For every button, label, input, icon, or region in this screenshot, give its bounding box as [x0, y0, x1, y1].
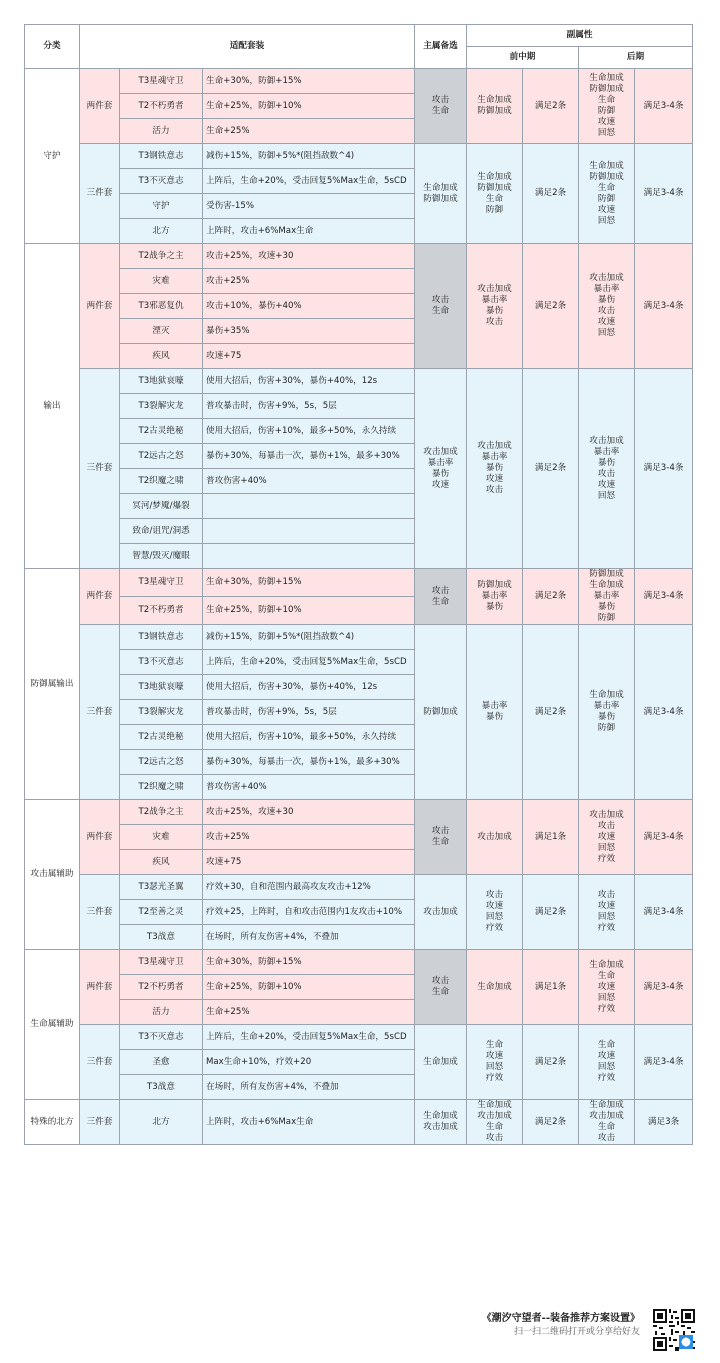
header-sub: 副属性 [467, 25, 693, 47]
set-effect-cell: 使用大招后，伤害+10%，最多+50%，永久持续 [203, 419, 415, 444]
set-type-cell: 三件套 [80, 1100, 120, 1145]
table-row [25, 1025, 693, 1050]
set-type-cell: 两件套 [80, 69, 120, 144]
early-req-cell: 满足1条 [523, 800, 579, 875]
set-name-cell: T3钢铁意志 [120, 144, 203, 169]
main-stat-cell: 攻击加成 暴击率 暴伤 攻速 [415, 369, 467, 569]
set-type-cell: 两件套 [80, 800, 120, 875]
set-name-cell: T2不朽勇者 [120, 597, 203, 625]
set-name-cell: T2古灵绝秘 [120, 419, 203, 444]
set-effect-cell: 攻速+75 [203, 850, 415, 875]
late-req-cell: 满足3-4条 [635, 1025, 693, 1100]
set-name-cell: T3钢铁意志 [120, 625, 203, 650]
main-stat-cell: 生命加成 防御加成 [415, 144, 467, 244]
late-sub-cell: 生命加成 防御加成 生命 防御 攻速 回怒 [579, 69, 635, 144]
early-sub-cell: 攻击 攻速 回怒 疗效 [467, 875, 523, 950]
set-effect-cell: 生命+25%，防御+10% [203, 94, 415, 119]
set-effect-cell: 生命+25%，防御+10% [203, 597, 415, 625]
set-effect-cell: 普攻暴击时，伤害+9%，5s，5层 [203, 394, 415, 419]
early-req-cell: 满足2条 [523, 875, 579, 950]
set-effect-cell: 普攻伤害+40% [203, 469, 415, 494]
early-sub-cell: 暴击率 暴伤 [467, 625, 523, 800]
set-name-cell: 冥河/梦魇/爆裂 [120, 494, 203, 519]
set-effect-cell [203, 544, 415, 569]
set-type-cell: 三件套 [80, 144, 120, 244]
set-effect-cell: 减伤+15%，防御+5%*(阻挡敌数^4) [203, 625, 415, 650]
set-effect-cell: Max生命+10%，疗效+20 [203, 1050, 415, 1075]
set-name-cell: T2织魔之啸 [120, 469, 203, 494]
set-effect-cell: 生命+25% [203, 119, 415, 144]
late-sub-cell: 攻击加成 暴击率 暴伤 攻击 攻速 回怒 [579, 369, 635, 569]
category-cell: 守护 [25, 69, 80, 244]
set-name-cell: 圣愈 [120, 1050, 203, 1075]
early-req-cell: 满足2条 [523, 69, 579, 144]
table-row [25, 369, 693, 394]
set-name-cell: T3地狱哀嚎 [120, 675, 203, 700]
set-effect-cell: 疗效+30，自和范围内最高攻友攻击+12% [203, 875, 415, 900]
qr-code-icon[interactable] [653, 1309, 695, 1351]
early-req-cell: 满足1条 [523, 950, 579, 1025]
main-stat-cell: 攻击加成 [415, 875, 467, 950]
set-type-cell: 三件套 [80, 369, 120, 569]
early-sub-cell: 攻击加成 [467, 800, 523, 875]
set-effect-cell: 暴伤+30%，每暴击一次，暴伤+1%，最多+30% [203, 444, 415, 469]
early-req-cell: 满足2条 [523, 1025, 579, 1100]
header-main: 主属备选 [415, 25, 467, 69]
main-stat-cell: 生命加成 [415, 1025, 467, 1100]
late-req-cell: 满足3-4条 [635, 144, 693, 244]
set-name-cell: T3星魂守卫 [120, 569, 203, 597]
set-name-cell: 智慧/毁灭/魔眼 [120, 544, 203, 569]
set-type-cell: 三件套 [80, 875, 120, 950]
late-req-cell: 满足3-4条 [635, 244, 693, 369]
early-sub-cell: 生命加成 防御加成 生命 防御 [467, 144, 523, 244]
set-effect-cell: 普攻暴击时，伤害+9%，5s，5层 [203, 700, 415, 725]
set-name-cell: 灾难 [120, 825, 203, 850]
set-name-cell: T3邪恶复仇 [120, 294, 203, 319]
table-row [25, 625, 693, 650]
set-name-cell: T3裂解灾龙 [120, 394, 203, 419]
set-effect-cell: 在场时，所有友伤害+4%，不叠加 [203, 925, 415, 950]
set-name-cell: T3裂解灾龙 [120, 700, 203, 725]
late-sub-cell: 生命 攻速 回怒 疗效 [579, 1025, 635, 1100]
late-req-cell: 满足3条 [635, 1100, 693, 1145]
table-row [25, 244, 693, 269]
set-name-cell: T3不灭意志 [120, 1025, 203, 1050]
late-req-cell: 满足3-4条 [635, 69, 693, 144]
set-name-cell: T3瑟光圣翼 [120, 875, 203, 900]
early-sub-cell: 生命加成 [467, 950, 523, 1025]
early-req-cell: 满足2条 [523, 244, 579, 369]
set-effect-cell: 攻击+25% [203, 269, 415, 294]
main-stat-cell: 防御加成 [415, 625, 467, 800]
set-type-cell: 两件套 [80, 950, 120, 1025]
category-cell: 攻击属辅助 [25, 800, 80, 950]
late-sub-cell: 攻击加成 暴击率 暴伤 攻击 攻速 回怒 [579, 244, 635, 369]
set-effect-cell [203, 519, 415, 544]
early-sub-cell: 生命 攻速 回怒 疗效 [467, 1025, 523, 1100]
set-name-cell: T2战争之主 [120, 800, 203, 825]
set-effect-cell: 上阵时，攻击+6%Max生命 [203, 219, 415, 244]
set-name-cell: 活力 [120, 119, 203, 144]
set-effect-cell: 上阵后，生命+20%，受击回复5%Max生命，5sCD [203, 1025, 415, 1050]
main-stat-cell: 攻击 生命 [415, 950, 467, 1025]
set-effect-cell: 暴伤+30%，每暴击一次，暴伤+1%，最多+30% [203, 750, 415, 775]
set-effect-cell [203, 494, 415, 519]
set-name-cell: 北方 [120, 1100, 203, 1145]
set-name-cell: T2不朽勇者 [120, 94, 203, 119]
gear-recommendation-table [24, 24, 693, 1145]
set-name-cell: 北方 [120, 219, 203, 244]
set-name-cell: 致命/诅咒/洞悉 [120, 519, 203, 544]
table-row [25, 800, 693, 825]
set-effect-cell: 疗效+25，上阵时，自和攻击范围内1友攻击+10% [203, 900, 415, 925]
set-name-cell: T3不灭意志 [120, 650, 203, 675]
set-name-cell: T3战意 [120, 925, 203, 950]
category-cell: 输出 [25, 244, 80, 569]
set-name-cell: 守护 [120, 194, 203, 219]
main-stat-cell: 攻击 生命 [415, 800, 467, 875]
late-req-cell: 满足3-4条 [635, 950, 693, 1025]
late-req-cell: 满足3-4条 [635, 800, 693, 875]
early-sub-cell: 攻击加成 暴击率 暴伤 攻击 [467, 244, 523, 369]
set-name-cell: 湮灭 [120, 319, 203, 344]
late-sub-cell: 攻击加成 攻击 攻速 回怒 疗效 [579, 800, 635, 875]
set-effect-cell: 上阵后，生命+20%，受击回复5%Max生命，5sCD [203, 169, 415, 194]
set-name-cell: T2至善之灵 [120, 900, 203, 925]
late-req-cell: 满足3-4条 [635, 625, 693, 800]
early-sub-cell: 生命加成 攻击加成 生命 攻击 [467, 1100, 523, 1145]
main-stat-cell: 生命加成 攻击加成 [415, 1100, 467, 1145]
set-effect-cell: 生命+30%，防御+15% [203, 950, 415, 975]
table-row [25, 69, 693, 94]
early-sub-cell: 生命加成 防御加成 [467, 69, 523, 144]
set-effect-cell: 暴伤+35% [203, 319, 415, 344]
table-row [25, 950, 693, 975]
late-sub-cell: 生命加成 暴击率 暴伤 防御 [579, 625, 635, 800]
set-name-cell: 活力 [120, 1000, 203, 1025]
set-effect-cell: 攻击+25%，攻速+30 [203, 244, 415, 269]
set-type-cell: 三件套 [80, 625, 120, 800]
set-effect-cell: 攻击+10%，暴伤+40% [203, 294, 415, 319]
late-req-cell: 满足3-4条 [635, 569, 693, 625]
header-sets: 适配套装 [80, 25, 415, 69]
set-name-cell: T3地狱哀嚎 [120, 369, 203, 394]
header-late: 后期 [579, 47, 693, 69]
footer-title: 《潮汐守望者--装备推荐方案设置》 [481, 1313, 640, 1324]
header-early: 前中期 [467, 47, 579, 69]
set-effect-cell: 上阵后，生命+20%，受击回复5%Max生命，5sCD [203, 650, 415, 675]
set-effect-cell: 生命+30%，防御+15% [203, 69, 415, 94]
set-effect-cell: 使用大招后，伤害+30%，暴伤+40%，12s [203, 369, 415, 394]
set-type-cell: 两件套 [80, 569, 120, 625]
set-type-cell: 两件套 [80, 244, 120, 369]
set-effect-cell: 在场时，所有友伤害+4%，不叠加 [203, 1075, 415, 1100]
early-req-cell: 满足2条 [523, 369, 579, 569]
set-effect-cell: 生命+30%，防御+15% [203, 569, 415, 597]
category-cell: 生命属辅助 [25, 950, 80, 1100]
late-sub-cell: 生命加成 防御加成 生命 防御 攻速 回怒 [579, 144, 635, 244]
table-row [25, 1100, 693, 1145]
header-category: 分类 [25, 25, 80, 69]
main-stat-cell: 攻击 生命 [415, 569, 467, 625]
footer-subtitle: 扫一扫二维码打开或分享给好友 [513, 1327, 640, 1337]
set-name-cell: T2古灵绝秘 [120, 725, 203, 750]
early-sub-cell: 防御加成 暴击率 暴伤 [467, 569, 523, 625]
table-body [25, 69, 693, 1145]
set-name-cell: 疾风 [120, 344, 203, 369]
set-name-cell: T3战意 [120, 1075, 203, 1100]
set-effect-cell: 攻击+25%，攻速+30 [203, 800, 415, 825]
early-req-cell: 满足2条 [523, 144, 579, 244]
set-effect-cell: 攻击+25% [203, 825, 415, 850]
main-stat-cell: 攻击 生命 [415, 69, 467, 144]
late-sub-cell: 生命加成 攻击加成 生命 攻击 [579, 1100, 635, 1145]
main-stat-cell: 攻击 生命 [415, 244, 467, 369]
set-name-cell: 疾风 [120, 850, 203, 875]
late-sub-cell: 生命加成 生命 攻速 回怒 疗效 [579, 950, 635, 1025]
table-row [25, 569, 693, 597]
set-name-cell: T2远古之怒 [120, 444, 203, 469]
category-cell: 防御属输出 [25, 569, 80, 800]
set-effect-cell: 生命+25%，防御+10% [203, 975, 415, 1000]
late-req-cell: 满足3-4条 [635, 369, 693, 569]
late-req-cell: 满足3-4条 [635, 875, 693, 950]
set-name-cell: T2远古之怒 [120, 750, 203, 775]
late-sub-cell: 防御加成 生命加成 暴击率 暴伤 防御 [579, 569, 635, 625]
set-effect-cell: 生命+25% [203, 1000, 415, 1025]
early-req-cell: 满足2条 [523, 625, 579, 800]
set-name-cell: 灾难 [120, 269, 203, 294]
set-effect-cell: 攻速+75 [203, 344, 415, 369]
set-name-cell: T3星魂守卫 [120, 69, 203, 94]
set-effect-cell: 使用大招后，伤害+10%，最多+50%，永久持续 [203, 725, 415, 750]
early-sub-cell: 攻击加成 暴击率 暴伤 攻速 攻击 [467, 369, 523, 569]
set-name-cell: T2战争之主 [120, 244, 203, 269]
set-effect-cell: 受伤害-15% [203, 194, 415, 219]
footer [440, 1312, 640, 1339]
early-req-cell: 满足2条 [523, 569, 579, 625]
set-effect-cell: 减伤+15%，防御+5%*(阻挡敌数^4) [203, 144, 415, 169]
set-name-cell: T3不灭意志 [120, 169, 203, 194]
set-name-cell: T2织魔之啸 [120, 775, 203, 800]
set-name-cell: T2不朽勇者 [120, 975, 203, 1000]
set-type-cell: 三件套 [80, 1025, 120, 1100]
late-sub-cell: 攻击 攻速 回怒 疗效 [579, 875, 635, 950]
table-row [25, 144, 693, 169]
category-cell: 特殊的北方 [25, 1100, 80, 1145]
set-effect-cell: 上阵时，攻击+6%Max生命 [203, 1100, 415, 1145]
set-effect-cell: 普攻伤害+40% [203, 775, 415, 800]
set-effect-cell: 使用大招后，伤害+30%，暴伤+40%，12s [203, 675, 415, 700]
set-name-cell: T3星魂守卫 [120, 950, 203, 975]
early-req-cell: 满足2条 [523, 1100, 579, 1145]
table-row [25, 875, 693, 900]
